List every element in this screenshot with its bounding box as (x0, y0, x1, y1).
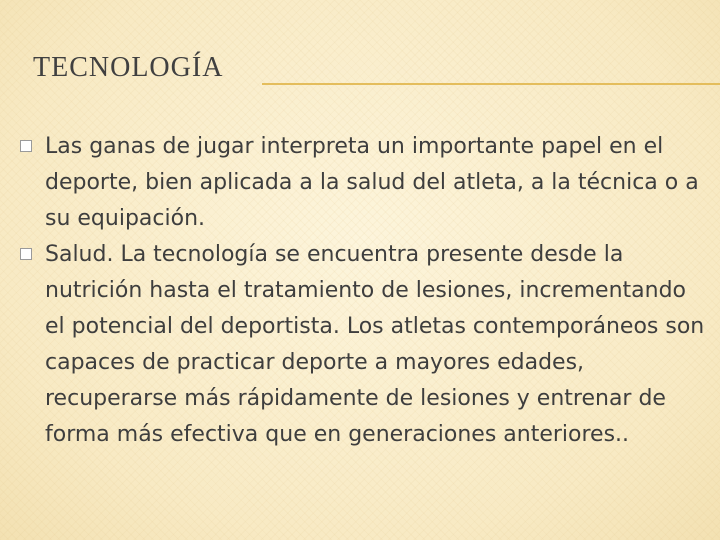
slide-content (20, 129, 710, 453)
bullet-item (20, 237, 710, 453)
square-bullet-icon (20, 140, 32, 152)
slide-title: TECNOLOGÍA (33, 52, 224, 83)
bullet-item (20, 129, 710, 237)
bullet-text: Salud. La tecnología se encuentra presente desde la nutrición hasta el tratamiento de lesiones, incrementando el potencial del deportista. Los atletas contemporáneos son capaces de practicar deporte a mayores edades, recuperarse más rápidamente de lesiones y entrenar de forma más efectiva que en generaciones anteriores.. (45, 242, 705, 447)
bullet-text: Las ganas de jugar interpreta un importante papel en el deporte, bien aplicada a la salud del atleta, a la técnica o a su equipación. (45, 134, 699, 231)
title-underline (262, 83, 720, 85)
square-bullet-icon (20, 248, 32, 260)
